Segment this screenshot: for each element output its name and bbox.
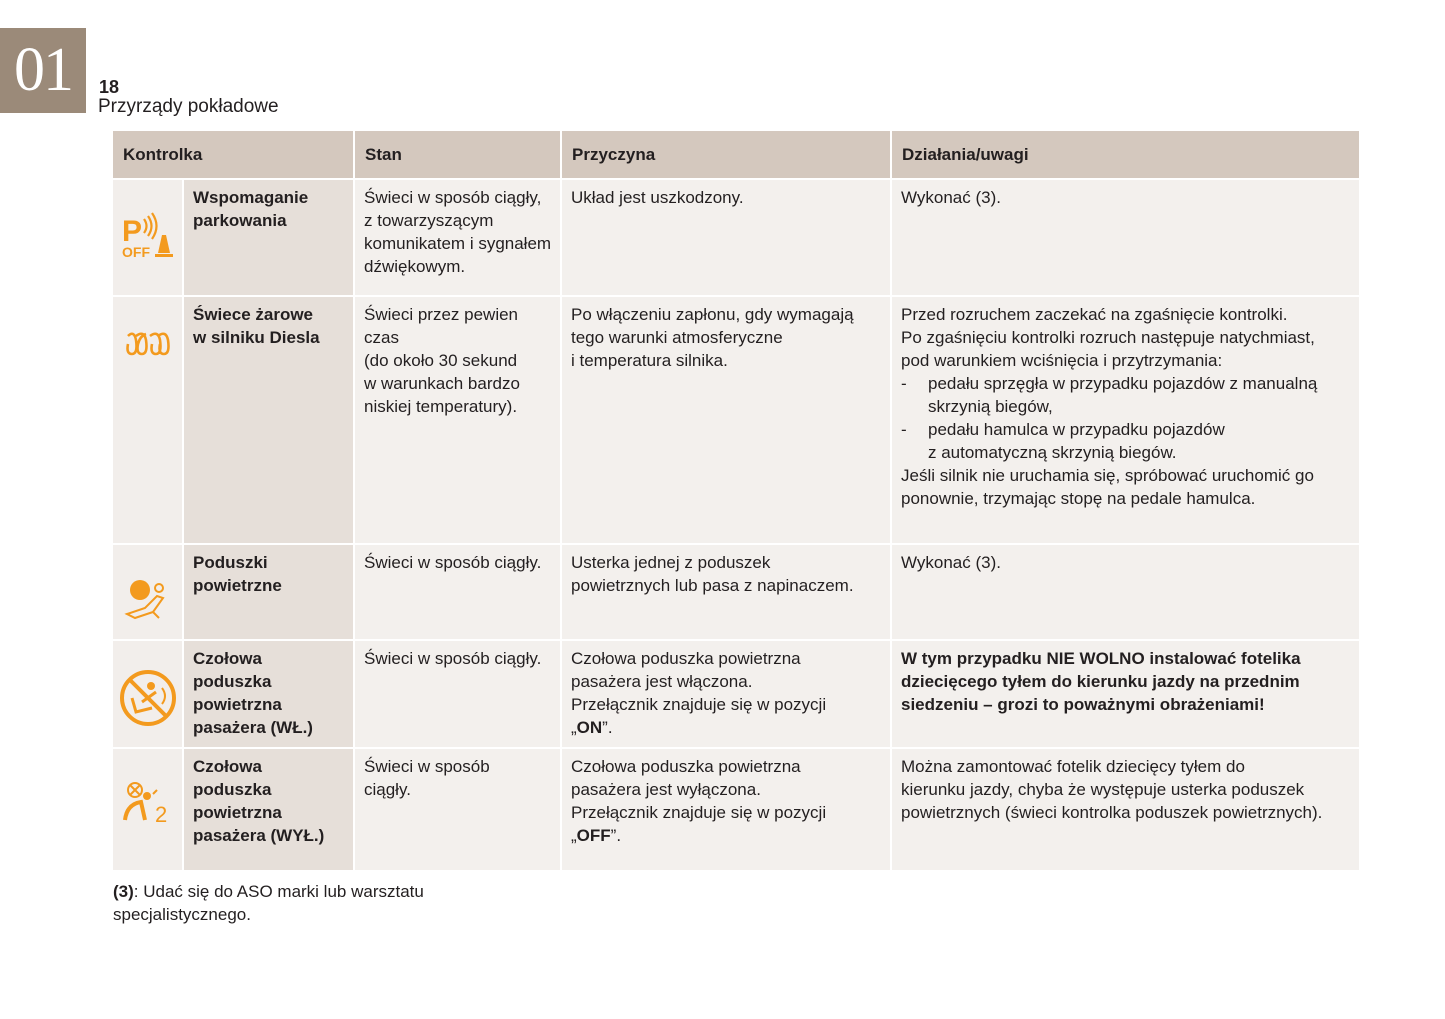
light-name: Czołowa poduszka powietrzna pasażera (WŁ.): [184, 641, 353, 747]
header-przyczyna: Przyczyna: [562, 131, 890, 178]
light-name: Poduszki powietrzne: [184, 545, 353, 639]
table-row: [113, 641, 1359, 747]
state-cell: Świeci przez pewien czas (do około 30 sekund w warunkach bardzo niskiej temperatury).: [355, 297, 560, 543]
passenger-airbag-off-icon: [113, 749, 182, 870]
light-name: Wspomaganie parkowania: [184, 180, 353, 295]
page-title: Przyrządy pokładowe: [98, 96, 279, 117]
reason-end: ”.: [610, 826, 622, 845]
header-kontrolka: Kontrolka: [113, 131, 353, 178]
reason-text: Czołowa poduszka powietrzna pasażera jest wyłączona. Przełącznik znajduje się w pozycji „: [571, 757, 827, 845]
footnote-text: : Udać się do ASO marki lub warsztatu specjalistycznego.: [113, 882, 424, 924]
reason-cell: Układ jest uszkodzony.: [562, 180, 890, 295]
light-name: Świece żarowe w silniku Diesla: [184, 297, 353, 543]
parking-assist-off-icon: [113, 180, 182, 295]
table-row: [113, 180, 1359, 295]
page-number: 18: [99, 77, 120, 97]
action-cell: Wykonać (3).: [892, 545, 1359, 639]
list-item: [901, 372, 1351, 418]
state-cell: Świeci w sposób ciągły, z towarzyszącym komunikatem i sygnałem dźwiękowym.: [355, 180, 560, 295]
state-cell: Świeci w sposób ciągły.: [355, 749, 560, 870]
svg-text:P: P: [121, 215, 142, 248]
state-cell: Świeci w sposób ciągły.: [355, 641, 560, 747]
reason-cell: Usterka jednej z poduszek powietrznych lub pasa z napinaczem.: [562, 545, 890, 639]
svg-text:2: 2: [154, 802, 167, 826]
bullet: -: [901, 374, 907, 393]
airbag-icon: [113, 545, 182, 639]
glow-plug-icon: [113, 297, 182, 543]
reason-cell: [562, 749, 890, 870]
list-item-text: pedału sprzęgła w przypadku pojazdów z manualną skrzynią biegów,: [928, 374, 1318, 416]
list-item: [901, 418, 1351, 464]
switch-position: OFF: [576, 826, 611, 845]
reason-cell: [562, 641, 890, 747]
table-row: [113, 545, 1359, 639]
switch-position: ON: [576, 718, 603, 737]
reason-end: ”.: [602, 718, 613, 737]
reason-cell: Po włączeniu zapłonu, gdy wymagają tego warunki atmosferyczne i temperatura silnika.: [562, 297, 890, 543]
state-cell: Świeci w sposób ciągły.: [355, 545, 560, 639]
header-stan: Stan: [355, 131, 560, 178]
footnote: [113, 880, 424, 926]
action-cell-warning: W tym przypadku NIE WOLNO instalować fotelika dziecięcego tyłem do kierunku jazdy na przednim siedzeniu – grozi to poważnymi obrażeniami!: [892, 641, 1359, 747]
warning-lights-table: [111, 129, 1361, 872]
action-cell: [892, 297, 1359, 543]
light-name: Czołowa poduszka powietrzna pasażera (WYŁ.): [184, 749, 353, 870]
table-row: [113, 297, 1359, 543]
table-header-row: [113, 131, 1359, 178]
svg-text:OFF: OFF: [121, 244, 150, 260]
reason-text: Czołowa poduszka powietrzna pasażera jest włączona. Przełącznik znajduje się w pozycji „: [571, 649, 827, 737]
chapter-badge: 01: [0, 28, 86, 113]
header-dzialania: Działania/uwagi: [892, 131, 1359, 178]
action-cell: Wykonać (3).: [892, 180, 1359, 295]
footnote-ref: (3): [113, 882, 134, 901]
action-intro: Przed rozruchem zaczekać na zgaśnięcie kontrolki. Po zgaśnięciu kontrolki rozruch następuje natychmiast, pod warunkiem wciśnięcia i przytrzymania:: [901, 305, 1315, 370]
action-outro: Jeśli silnik nie uruchamia się, spróbować uruchomić go ponownie, trzymając stopę na pedale hamulca.: [901, 466, 1314, 508]
list-item-text: pedału hamulca w przypadku pojazdów z automatyczną skrzynią biegów.: [928, 420, 1225, 462]
passenger-airbag-on-icon: [113, 641, 182, 747]
action-cell: Można zamontować fotelik dziecięcy tyłem do kierunku jazdy, chyba że występuje usterka poduszek powietrznych (świeci kontrolka poduszek powietrznych).: [892, 749, 1359, 870]
table-row: [113, 749, 1359, 870]
bullet: -: [901, 420, 907, 439]
